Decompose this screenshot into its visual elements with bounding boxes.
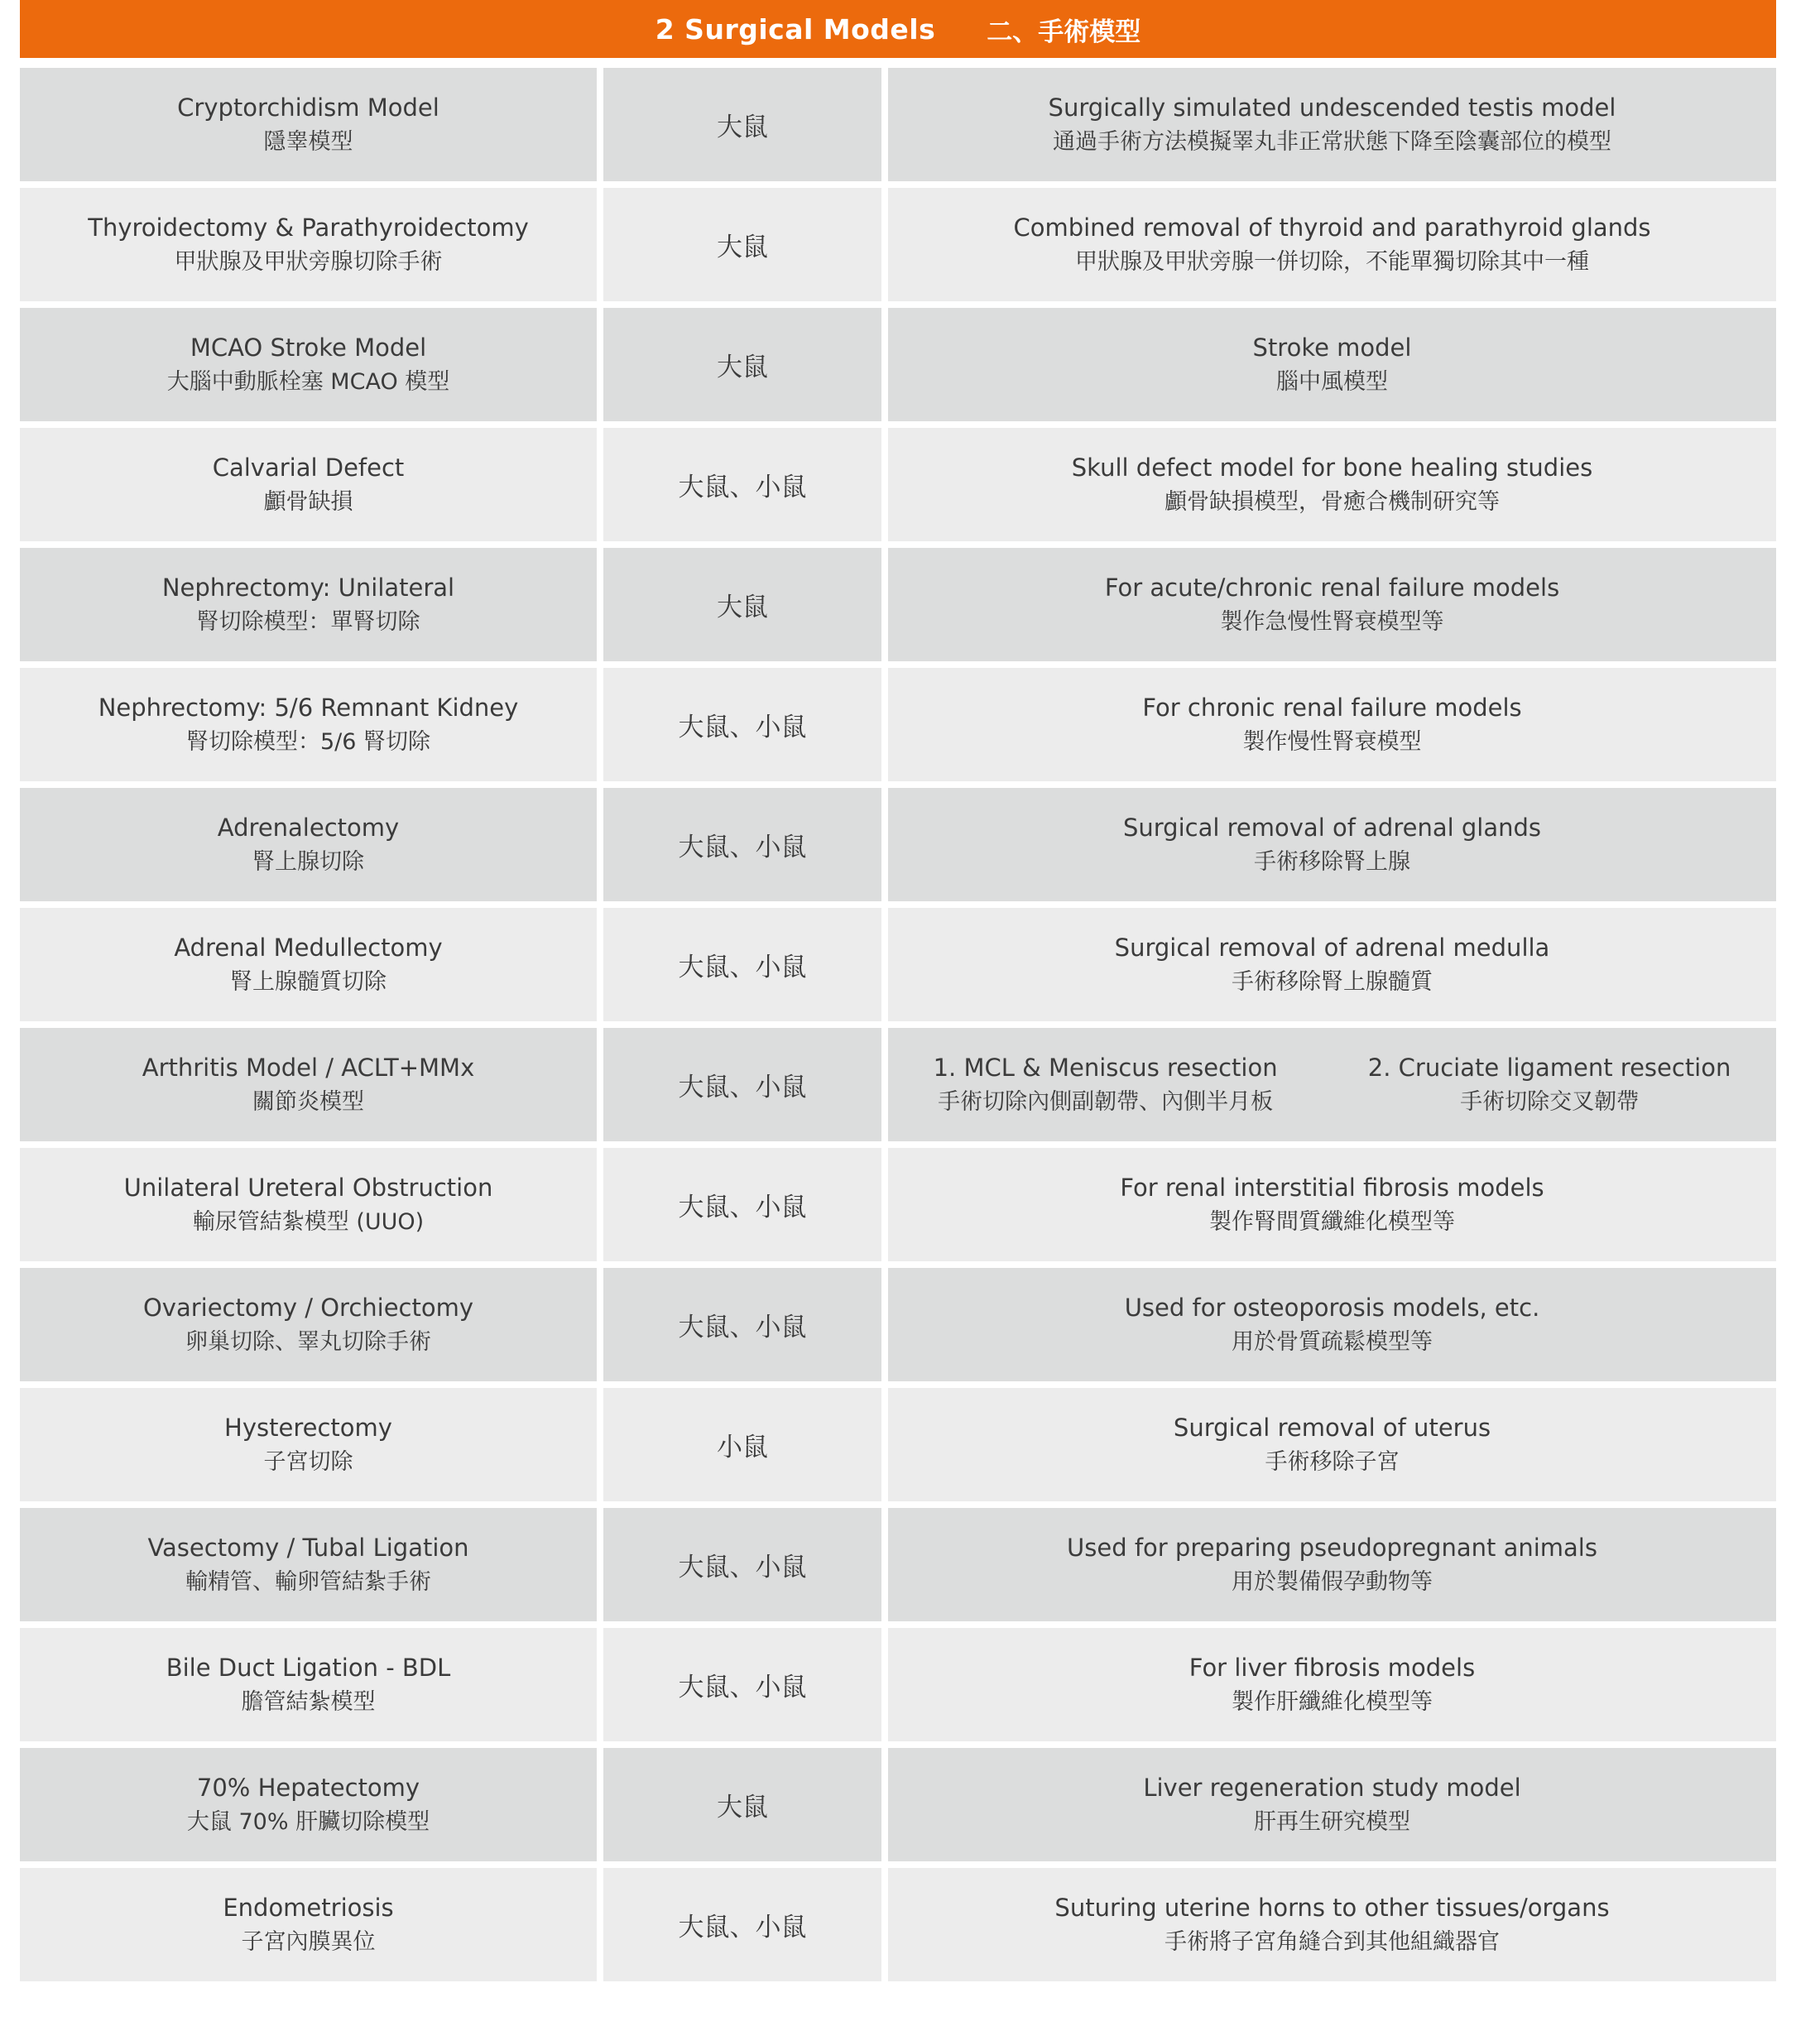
model-name-cell <box>20 1388 597 1501</box>
model-name-en: Arthritis Model / ACLT+MMx <box>142 1053 475 1082</box>
description-en: Liver regeneration study model <box>1143 1773 1521 1802</box>
table-row <box>20 1268 1776 1381</box>
model-name-en: Adrenalectomy <box>217 813 400 842</box>
table-row <box>20 188 1776 301</box>
model-name-cell <box>20 1508 597 1621</box>
model-name-zh: 腎切除模型：單腎切除 <box>196 608 420 635</box>
species-cell <box>603 788 881 901</box>
model-name-cell <box>20 68 597 181</box>
description-cell <box>888 1508 1776 1621</box>
description-zh: 手術將子宮角縫合到其他組織器官 <box>1165 1928 1500 1955</box>
species-cell <box>603 1148 881 1261</box>
species-label: 大鼠、小鼠 <box>678 1553 807 1582</box>
table-row <box>20 668 1776 781</box>
description-cell <box>888 1748 1776 1861</box>
description-cell <box>888 1028 1776 1141</box>
description-zh: 製作急慢性腎衰模型等 <box>1220 608 1444 635</box>
model-name-en: Calvarial Defect <box>212 453 405 482</box>
species-label: 大鼠 <box>717 113 768 142</box>
species-label: 大鼠、小鼠 <box>678 953 807 982</box>
description-cell <box>888 1148 1776 1261</box>
species-label: 大鼠、小鼠 <box>678 1193 807 1222</box>
description-en: For acute/chronic renal failure models <box>1104 573 1560 602</box>
model-name-en: Unilateral Ureteral Obstruction <box>123 1173 493 1202</box>
model-name-cell <box>20 908 597 1021</box>
table-row <box>20 68 1776 181</box>
model-name-cell <box>20 428 597 541</box>
model-name-cell <box>20 1028 597 1141</box>
table-row <box>20 1628 1776 1741</box>
description-zh: 手術移除腎上腺 <box>1254 848 1410 875</box>
description-zh: 通過手術方法模擬睪丸非正常狀態下降至陰囊部位的模型 <box>1053 128 1611 155</box>
model-name-en: Thyroidectomy & Parathyroidectomy <box>88 213 529 242</box>
model-name-cell <box>20 1628 597 1741</box>
table-row <box>20 1148 1776 1261</box>
description-split <box>888 1050 1776 1120</box>
description-en: For liver fibrosis models <box>1189 1653 1476 1682</box>
description-zh: 手術切除內側副韌帶、內側半月板 <box>938 1088 1274 1115</box>
description-cell <box>888 68 1776 181</box>
model-name-zh: 輸精管、輸卵管結紮手術 <box>185 1568 431 1595</box>
species-label: 大鼠、小鼠 <box>678 1913 807 1942</box>
section-title-en: 2 Surgical Models <box>655 12 936 46</box>
model-name-en: Adrenal Medullectomy <box>174 933 443 962</box>
species-cell <box>603 1628 881 1741</box>
model-name-zh: 甲狀腺及甲狀旁腺切除手術 <box>174 248 443 275</box>
model-name-cell <box>20 1148 597 1261</box>
description-zh: 手術移除子宮 <box>1265 1448 1400 1475</box>
description-en: Surgical removal of adrenal glands <box>1122 813 1542 842</box>
model-name-en: Bile Duct Ligation - BDL <box>166 1653 451 1682</box>
table-row <box>20 308 1776 421</box>
species-cell <box>603 68 881 181</box>
description-cell <box>888 788 1776 901</box>
description-zh: 手術移除腎上腺髓質 <box>1232 968 1433 995</box>
description-cell <box>888 308 1776 421</box>
description-zh: 手術切除交叉韌帶 <box>1460 1088 1640 1115</box>
species-label: 大鼠 <box>717 593 768 622</box>
description-cell <box>888 1628 1776 1741</box>
description-zh: 用於骨質疏鬆模型等 <box>1232 1328 1433 1355</box>
table-row <box>20 548 1776 661</box>
model-name-cell <box>20 788 597 901</box>
description-zh: 製作慢性腎衰模型 <box>1242 728 1422 755</box>
model-name-cell <box>20 188 597 301</box>
model-name-cell <box>20 668 597 781</box>
section-title-zh: 二、手術模型 <box>987 17 1141 47</box>
species-cell <box>603 188 881 301</box>
table-row <box>20 908 1776 1021</box>
species-cell <box>603 908 881 1021</box>
model-name-cell <box>20 1748 597 1861</box>
description-en: 2. Cruciate ligament resection <box>1367 1053 1731 1082</box>
description-en: Used for osteoporosis models, etc. <box>1124 1293 1540 1322</box>
model-name-en: Hysterectomy <box>224 1413 392 1442</box>
model-name-cell <box>20 548 597 661</box>
description-zh: 腦中風模型 <box>1276 368 1388 395</box>
description-cell <box>888 908 1776 1021</box>
species-label: 大鼠 <box>717 233 768 262</box>
species-cell <box>603 1028 881 1141</box>
model-name-en: Nephrectomy: 5/6 Remnant Kidney <box>98 693 519 722</box>
description-en: For renal interstitial fibrosis models <box>1120 1173 1544 1202</box>
description-zh: 甲狀腺及甲狀旁腺一併切除，不能單獨切除其中一種 <box>1075 248 1589 275</box>
model-name-zh: 輸尿管結紮模型 (UUO) <box>192 1208 425 1235</box>
table-row <box>20 428 1776 541</box>
species-cell <box>603 668 881 781</box>
model-name-zh: 腎上腺髓質切除 <box>230 968 387 995</box>
description-en: 1. MCL & Meniscus resection <box>933 1053 1278 1082</box>
species-label: 大鼠、小鼠 <box>678 833 807 862</box>
description-en: Surgical removal of adrenal medulla <box>1114 933 1550 962</box>
model-name-zh: 顱骨缺損 <box>263 488 353 515</box>
description-en: Surgically simulated undescended testis model <box>1048 93 1616 122</box>
description-en: Surgical removal of uterus <box>1173 1413 1491 1442</box>
model-name-en: Ovariectomy / Orchiectomy <box>142 1293 474 1322</box>
model-name-zh: 子宮內膜異位 <box>241 1928 376 1955</box>
description-zh: 用於製備假孕動物等 <box>1232 1568 1433 1595</box>
description-en: Used for preparing pseudopregnant animals <box>1067 1533 1597 1562</box>
species-cell <box>603 548 881 661</box>
table-row <box>20 1748 1776 1861</box>
model-name-zh: 大鼠 70% 肝臟切除模型 <box>186 1808 430 1835</box>
description-en: Stroke model <box>1252 333 1412 362</box>
species-cell <box>603 1748 881 1861</box>
description-en: Skull defect model for bone healing studies <box>1071 453 1593 482</box>
species-label: 大鼠 <box>717 353 768 382</box>
description-en: Combined removal of thyroid and parathyroid glands <box>1013 213 1651 242</box>
description-zh: 製作肝纖維化模型等 <box>1232 1688 1433 1715</box>
model-name-zh: 腎上腺切除 <box>252 848 364 875</box>
description-cell <box>888 668 1776 781</box>
model-name-zh: 腎切除模型：5/6 腎切除 <box>185 728 431 755</box>
description-cell <box>888 188 1776 301</box>
model-name-zh: 卵巢切除、睪丸切除手術 <box>185 1328 431 1355</box>
model-name-cell <box>20 1268 597 1381</box>
model-name-en: 70% Hepatectomy <box>196 1773 420 1802</box>
table-row <box>20 1508 1776 1621</box>
description-en: For chronic renal failure models <box>1142 693 1522 722</box>
description-cell <box>888 428 1776 541</box>
species-label: 大鼠、小鼠 <box>678 1673 807 1702</box>
model-name-en: Endometriosis <box>223 1893 394 1922</box>
species-cell <box>603 428 881 541</box>
model-name-zh: 膽管結紮模型 <box>241 1688 376 1715</box>
model-name-zh: 大腦中動脈栓塞 MCAO 模型 <box>166 368 450 395</box>
description-part <box>934 1050 1278 1120</box>
table-row <box>20 1868 1776 1981</box>
table-row <box>20 1028 1776 1141</box>
species-label: 大鼠、小鼠 <box>678 473 807 502</box>
species-cell <box>603 1268 881 1381</box>
description-cell <box>888 1868 1776 1981</box>
description-en: Suturing uterine horns to other tissues/organs <box>1054 1893 1610 1922</box>
species-label: 大鼠、小鼠 <box>678 713 807 742</box>
surgical-models-sheet <box>20 0 1776 1981</box>
description-cell <box>888 548 1776 661</box>
species-cell <box>603 1508 881 1621</box>
description-zh: 製作腎間質纖維化模型等 <box>1209 1208 1455 1235</box>
species-cell <box>603 1388 881 1501</box>
model-name-zh: 隱睾模型 <box>263 128 353 155</box>
section-header <box>20 0 1776 58</box>
model-name-en: Vasectomy / Tubal Ligation <box>147 1533 469 1562</box>
description-cell <box>888 1268 1776 1381</box>
model-name-zh: 關節炎模型 <box>252 1088 364 1115</box>
table-row <box>20 788 1776 901</box>
model-name-cell <box>20 308 597 421</box>
species-cell <box>603 1868 881 1981</box>
species-label: 大鼠、小鼠 <box>678 1313 807 1342</box>
model-name-en: MCAO Stroke Model <box>190 333 427 362</box>
description-part <box>1368 1050 1731 1120</box>
description-cell <box>888 1388 1776 1501</box>
species-cell <box>603 308 881 421</box>
model-name-cell <box>20 1868 597 1981</box>
species-label: 大鼠 <box>717 1793 768 1822</box>
models-table <box>20 68 1776 1981</box>
model-name-en: Nephrectomy: Unilateral <box>161 573 455 602</box>
table-row <box>20 1388 1776 1501</box>
model-name-zh: 子宮切除 <box>263 1448 353 1475</box>
model-name-en: Cryptorchidism Model <box>177 93 439 122</box>
description-zh: 肝再生研究模型 <box>1254 1808 1410 1835</box>
species-label: 小鼠 <box>717 1433 768 1462</box>
description-zh: 顱骨缺損模型，骨癒合機制研究等 <box>1165 488 1500 515</box>
species-label: 大鼠、小鼠 <box>678 1073 807 1102</box>
